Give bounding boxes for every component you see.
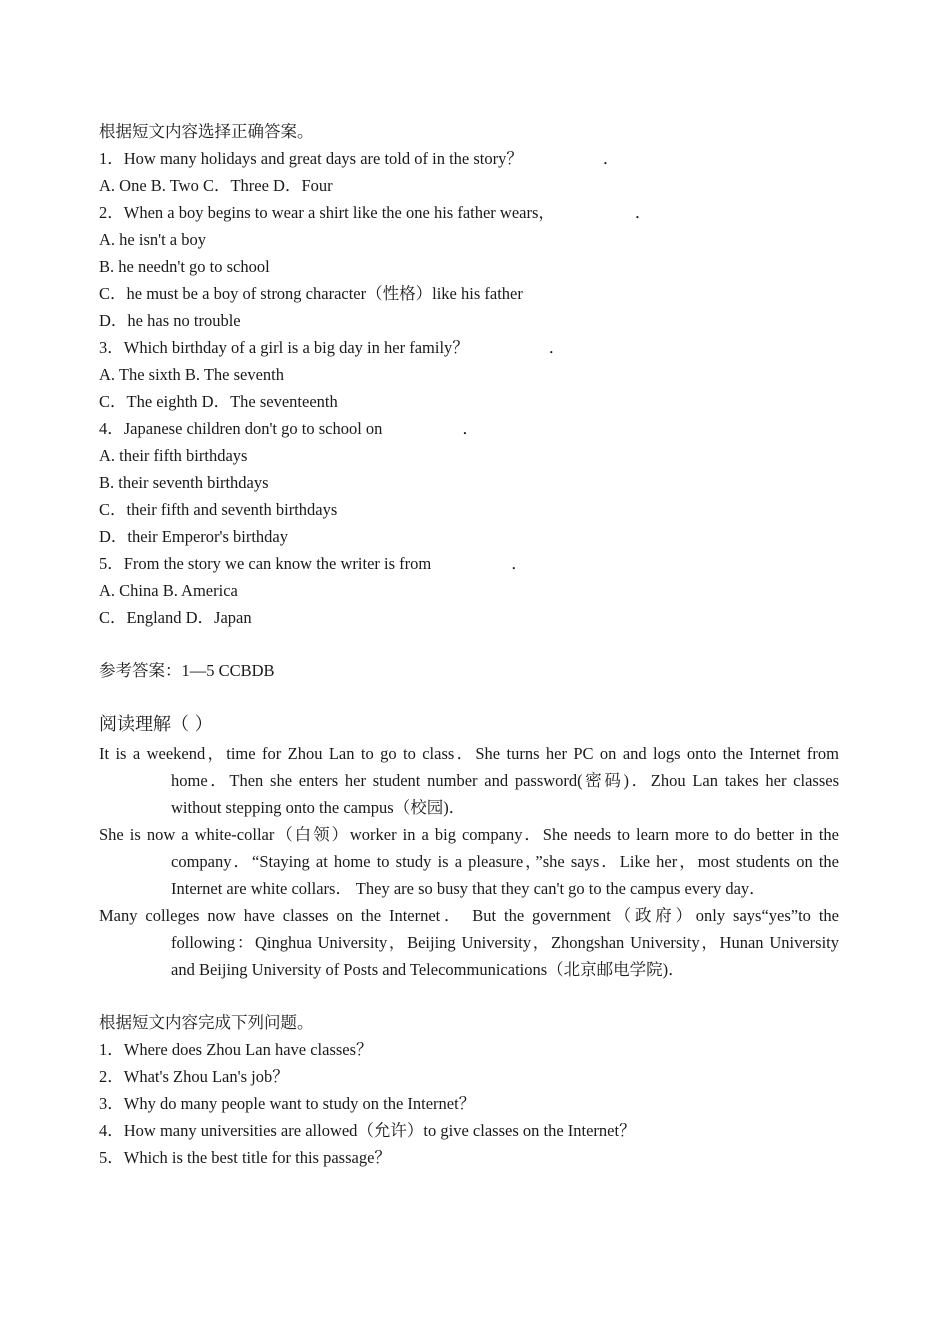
q4-text: 4．Japanese children don't go to school on xyxy=(99,419,383,438)
spacer xyxy=(99,983,839,1009)
q4-option-d: D．their Emperor's birthday xyxy=(99,527,289,546)
question-5: 5．Which is the best title for this passage？ xyxy=(99,1148,391,1167)
question-3: 3．Why do many people want to study on the Internet？ xyxy=(99,1094,476,1113)
passage-paragraph-2: She is now a white-collar（白领）worker in a big company．She needs to learn more to do better in the company．“Staying at home to study is a pleasure，”she says．Like her，most students on the Internet are white collars． They are so busy that they can't go to the campus every day． xyxy=(99,825,839,898)
q5-tail: ． xyxy=(511,554,528,573)
question-4: 4．How many universities are allowed（允许）to give classes on the Internet？ xyxy=(99,1121,636,1140)
spacer xyxy=(99,684,839,710)
q4-option-a: A. their fifth birthdays xyxy=(99,446,248,465)
q4-option-c: C．their fifth and seventh birthdays xyxy=(99,500,338,519)
q2-tail: ． xyxy=(634,203,652,222)
passage-paragraph-1: It is a weekend，time for Zhou Lan to go to class．She turns her PC on and logs onto the Internet from home．Then she enters her student number and password(密码)．Zhou Lan takes her classes without stepping onto the campus（校园)． xyxy=(99,744,839,817)
q4-tail: ． xyxy=(462,419,479,438)
document-page xyxy=(99,118,839,1171)
passage-paragraph-3: Many colleges now have classes on the Internet． But the government（政府）only says“yes”to the following：Qinghua University，Beijing University，Zhongshan University，Hunan University and Beijing University of Posts and Telecommunications（北京邮电学院)． xyxy=(99,906,839,979)
q2-option-b: B. he needn't go to school xyxy=(99,257,270,276)
part1-instruction: 根据短文内容选择正确答案。 xyxy=(99,122,314,141)
q3-options-cd: C．The eighth D．The seventeenth xyxy=(99,392,338,411)
q2-option-a: A. he isn't a boy xyxy=(99,230,207,249)
q1-text: 1．How many holidays and great days are told of in the story？ xyxy=(99,149,523,168)
q2-option-d: D．he has no trouble xyxy=(99,311,241,330)
q2-line xyxy=(99,199,839,226)
section-title: 阅读理解（ ） xyxy=(99,714,213,735)
q5-text: 5．From the story we can know the writer is from xyxy=(99,554,432,573)
q2-text: 2．When a boy begins to wear a shirt like the one his father wears， xyxy=(99,203,555,222)
q3-options-ab: A. The sixth B. The seventh xyxy=(99,365,284,384)
q5-options-cd: C．England D．Japan xyxy=(99,608,252,627)
q1-options: A. One B. Two C．Three D．Four xyxy=(99,176,333,195)
spacer xyxy=(99,631,839,657)
q4-line xyxy=(99,415,839,442)
part2-instruction: 根据短文内容完成下列问题。 xyxy=(99,1013,314,1032)
q2-option-c: C．he must be a boy of strong character（性格）like his father xyxy=(99,284,523,303)
q3-tail: ． xyxy=(548,338,566,357)
q1-line xyxy=(99,145,839,172)
q3-line xyxy=(99,334,839,361)
q4-option-b: B. their seventh birthdays xyxy=(99,473,269,492)
q5-line xyxy=(99,550,839,577)
q5-options-ab: A. China B. America xyxy=(99,581,238,600)
question-1: 1．Where does Zhou Lan have classes？ xyxy=(99,1040,373,1059)
q3-text: 3．Which birthday of a girl is a big day in her family？ xyxy=(99,338,469,357)
q1-tail: ． xyxy=(602,149,620,168)
question-2: 2．What's Zhou Lan's job？ xyxy=(99,1067,289,1086)
answer-key: 参考答案：1—5 CCBDB xyxy=(99,661,275,680)
